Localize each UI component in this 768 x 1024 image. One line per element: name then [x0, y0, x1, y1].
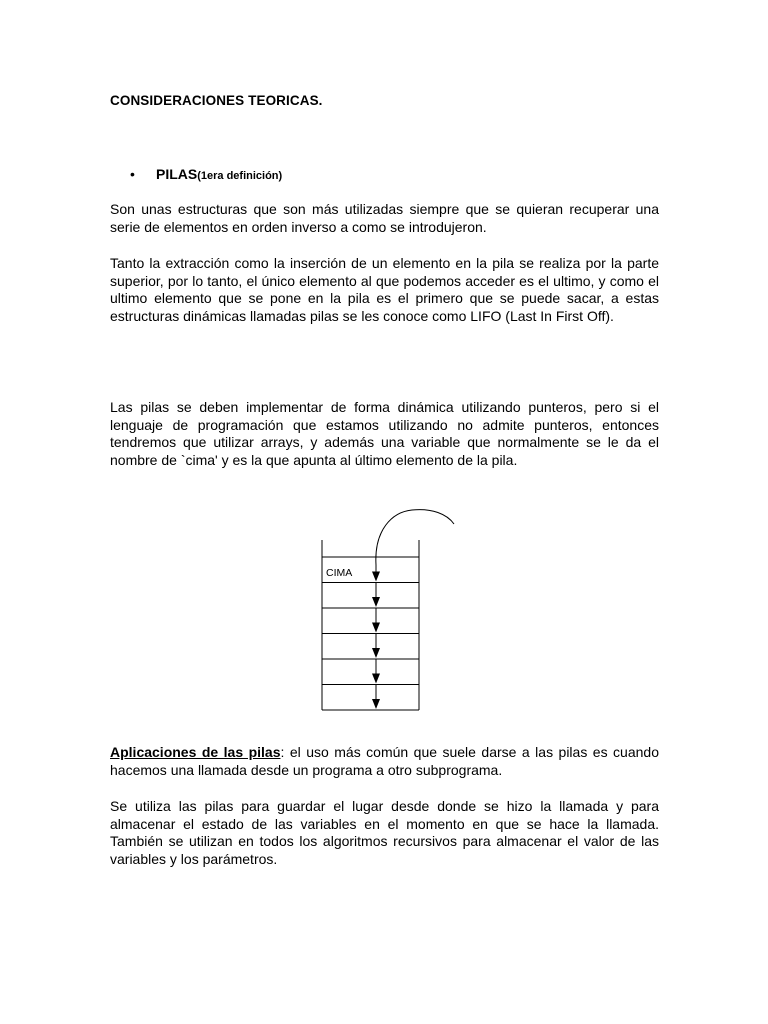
pointer-arrow-head [372, 674, 380, 684]
paragraph-definition: Son unas estructuras que son más utilizadas siempre que se quieran recuperar una serie de elementos en orden inverso a como se introdujeron. [110, 201, 659, 235]
bullet-icon: • [130, 166, 135, 182]
bullet-subtitle: (1era definición) [197, 170, 283, 182]
section-heading: CONSIDERACIONES TEORICAS. [110, 93, 323, 108]
applications-title: Aplicaciones de las pilas [110, 744, 281, 760]
pointer-arrow-head [372, 648, 380, 658]
bullet-title: PILAS [156, 166, 198, 182]
paragraph-closing: Se utiliza las pilas para guardar el lugar desde donde se hizo la llamada y para almacenar el estado de las variables en el momento en que se hace la llamada. También se utilizan en todos los algoritmos recursivos para almacenar el valor de las variables y los parámetros. [110, 798, 659, 867]
paragraph-applications [110, 744, 659, 779]
paragraph-lifo: Tanto la extracción como la inserción de un elemento en la pila se realiza por la parte superior, por lo tanto, el único elemento al que podemos acceder es el ultimo, y como el ultimo elemento que se pone en la pila es el primero que se puede sacar, a estas estructuras dinámicas llamadas pilas se les conoce como LIFO (Last In First Off). [110, 255, 659, 324]
cima-label: CIMA [326, 567, 353, 579]
pointer-arrow-head [372, 623, 380, 633]
pointer-arrow-head [372, 699, 380, 709]
paragraph-implementation: Las pilas se deben implementar de forma dinámica utilizando punteros, pero si el lenguaje de programación que estamos utilizando no admite punteros, entonces tendremos que utilizar arrays, y además una variable que normalmente se le da el nombre de `cima' y es la que apunta al último elemento de la pila. [110, 399, 659, 468]
stack-pointer-arrows [372, 565, 380, 709]
pointer-arrow-head [372, 597, 380, 607]
pointer-arrow-head [372, 572, 380, 582]
applications-text: : el uso más común que suele darse a las pilas es cuando hacemos una llamada desde un programa a otro subprograma. [110, 744, 659, 778]
